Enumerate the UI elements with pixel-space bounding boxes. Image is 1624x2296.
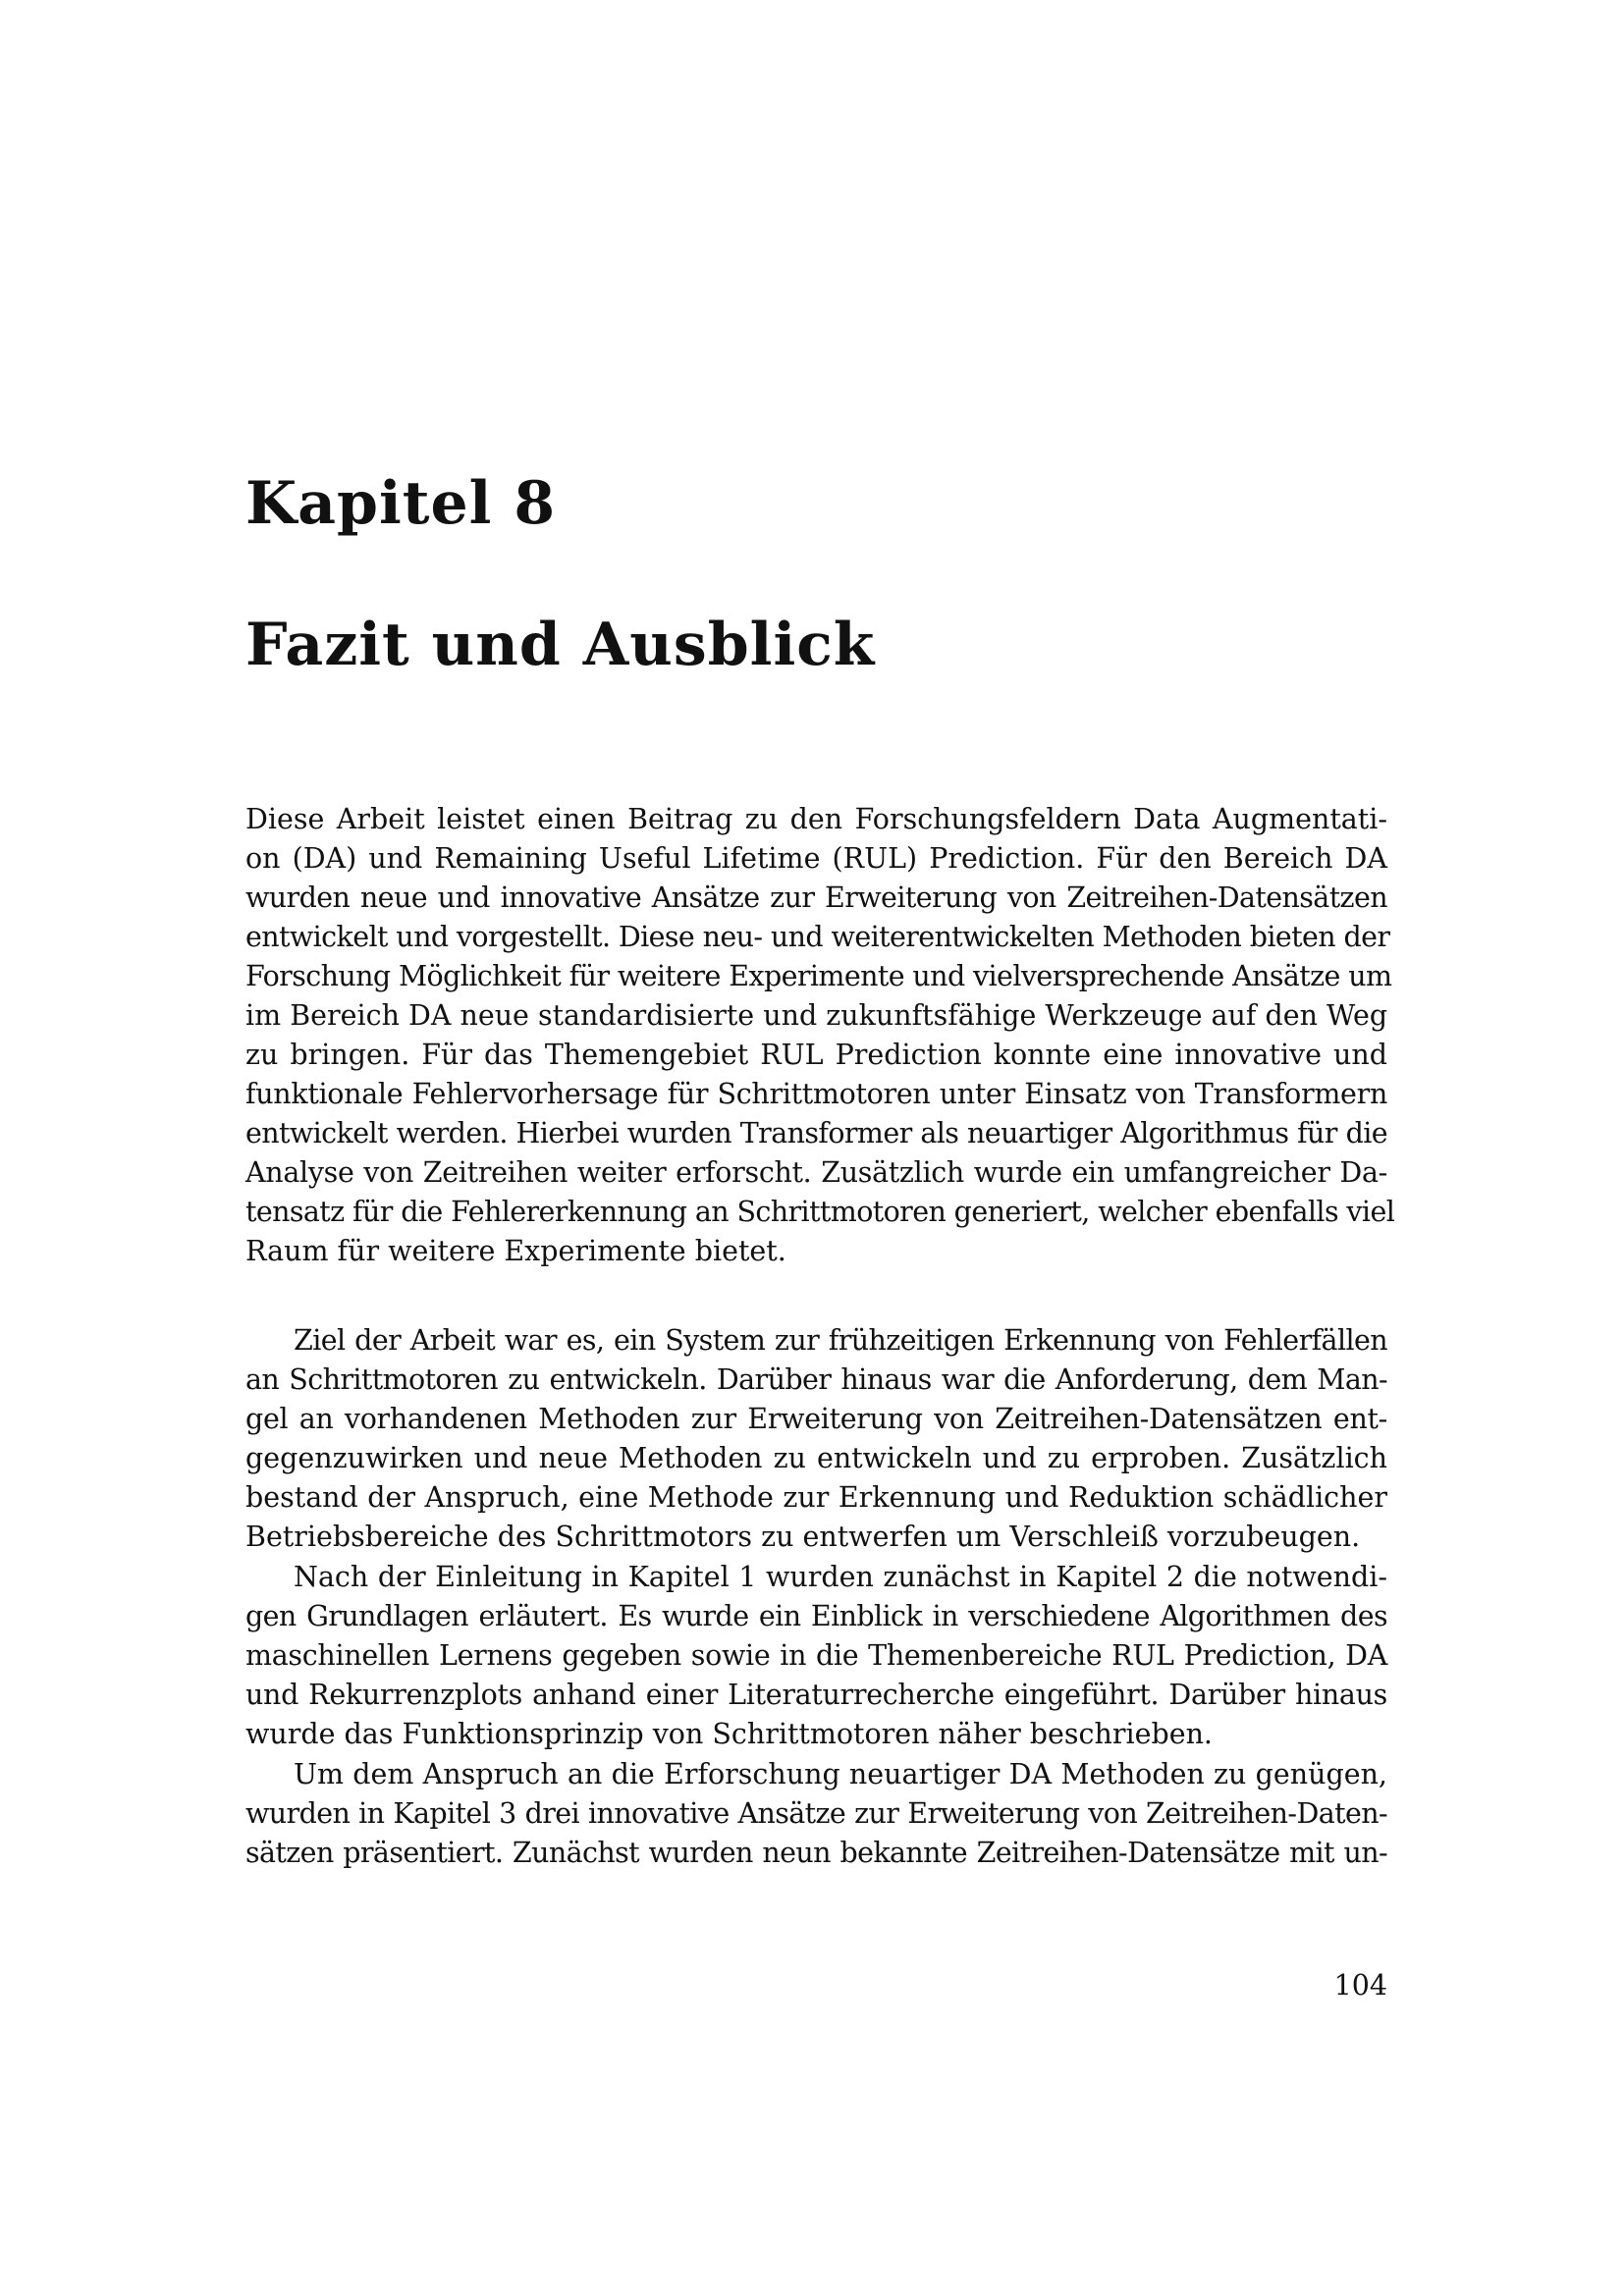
paragraph-line: Diese Arbeit leistet einen Beitrag zu den Forschungsfeldern Data Augmentati-	[245, 803, 1387, 835]
paragraph-line: funktionale Fehlervorhersage für Schrittmotoren unter Einsatz von Transformern	[245, 1078, 1387, 1110]
chapter-label: Kapitel 8	[245, 469, 557, 538]
paragraph-line: und Rekurrenzplots anhand einer Literaturrecherche eingeführt. Darüber hinaus	[245, 1679, 1387, 1711]
paragraph-line: on (DA) und Remaining Useful Lifetime (RUL) Prediction. Für den Bereich DA	[245, 842, 1387, 875]
paragraph-line: Nach der Einleitung in Kapitel 1 wurden zunächst in Kapitel 2 die notwendi-	[294, 1561, 1387, 1593]
paragraph-line: entwickelt und vorgestellt. Diese neu- und weiterentwickelten Methoden bieten der	[245, 921, 1390, 953]
paragraph-line: Forschung Möglichkeit für weitere Experimente und vielversprechende Ansätze um	[245, 960, 1392, 992]
paragraph-line: an Schrittmotoren zu entwickeln. Darüber hinaus war die Anforderung, dem Man-	[245, 1363, 1387, 1396]
paragraph-line: tensatz für die Fehlererkennung an Schrittmotoren generiert, welcher ebenfalls viel	[245, 1196, 1395, 1228]
paragraph-line: gen Grundlagen erläutert. Es wurde ein Einblick in verschiedene Algorithmen des	[245, 1600, 1387, 1632]
paragraph-line: wurde das Funktionsprinzip von Schrittmotoren näher beschrieben.	[245, 1718, 1213, 1750]
paragraph-line: im Bereich DA neue standardisierte und zukunftsfähige Werkzeuge auf den Weg	[245, 999, 1388, 1032]
paragraph-line: Raum für weitere Experimente bietet.	[245, 1235, 786, 1267]
paragraph-line: zu bringen. Für das Themengebiet RUL Prediction konnte eine innovative und	[245, 1039, 1387, 1071]
page-number: 104	[1333, 1969, 1387, 2002]
paragraph-line: gel an vorhandenen Methoden zur Erweiterung von Zeitreihen-Datensätzen ent-	[245, 1403, 1387, 1435]
paragraph-line: Um dem Anspruch an die Erforschung neuartiger DA Methoden zu genügen,	[294, 1758, 1387, 1790]
paragraph-line: Betriebsbereiche des Schrittmotors zu entwerfen um Verschleiß vorzubeugen.	[245, 1521, 1361, 1553]
paragraph-line: sätzen präsentiert. Zunächst wurden neun bekannte Zeitreihen-Datensätze mit un-	[245, 1837, 1387, 1869]
paragraph-line: Analyse von Zeitreihen weiter erforscht. Zusätzlich wurde ein umfangreicher Da-	[245, 1156, 1387, 1189]
paragraph-2	[245, 1321, 1387, 1557]
paragraph-3	[245, 1558, 1387, 1754]
paragraph-4	[245, 1755, 1387, 1873]
paragraph-line: bestand der Anspruch, eine Methode zur Erkennung und Reduktion schädlicher	[245, 1481, 1387, 1514]
paragraph-line: wurden neue und innovative Ansätze zur Erweiterung von Zeitreihen-Datensätzen	[245, 881, 1387, 914]
paragraph-1	[245, 800, 1395, 1271]
paragraph-line: Ziel der Arbeit war es, ein System zur frühzeitigen Erkennung von Fehlerfällen	[294, 1324, 1387, 1357]
paragraph-line: gegenzuwirken und neue Methoden zu entwickeln und zu erproben. Zusätzlich	[245, 1442, 1387, 1474]
paragraph-line: wurden in Kapitel 3 drei innovative Ansätze zur Erweiterung von Zeitreihen-Daten-	[245, 1797, 1387, 1830]
chapter-title: Fazit und Ausblick	[245, 611, 876, 679]
paragraph-line: maschinellen Lernens gegeben sowie in die Themenbereiche RUL Prediction, DA	[245, 1639, 1387, 1672]
paragraph-line: entwickelt werden. Hierbei wurden Transformer als neuartiger Algorithmus für die	[245, 1117, 1387, 1149]
